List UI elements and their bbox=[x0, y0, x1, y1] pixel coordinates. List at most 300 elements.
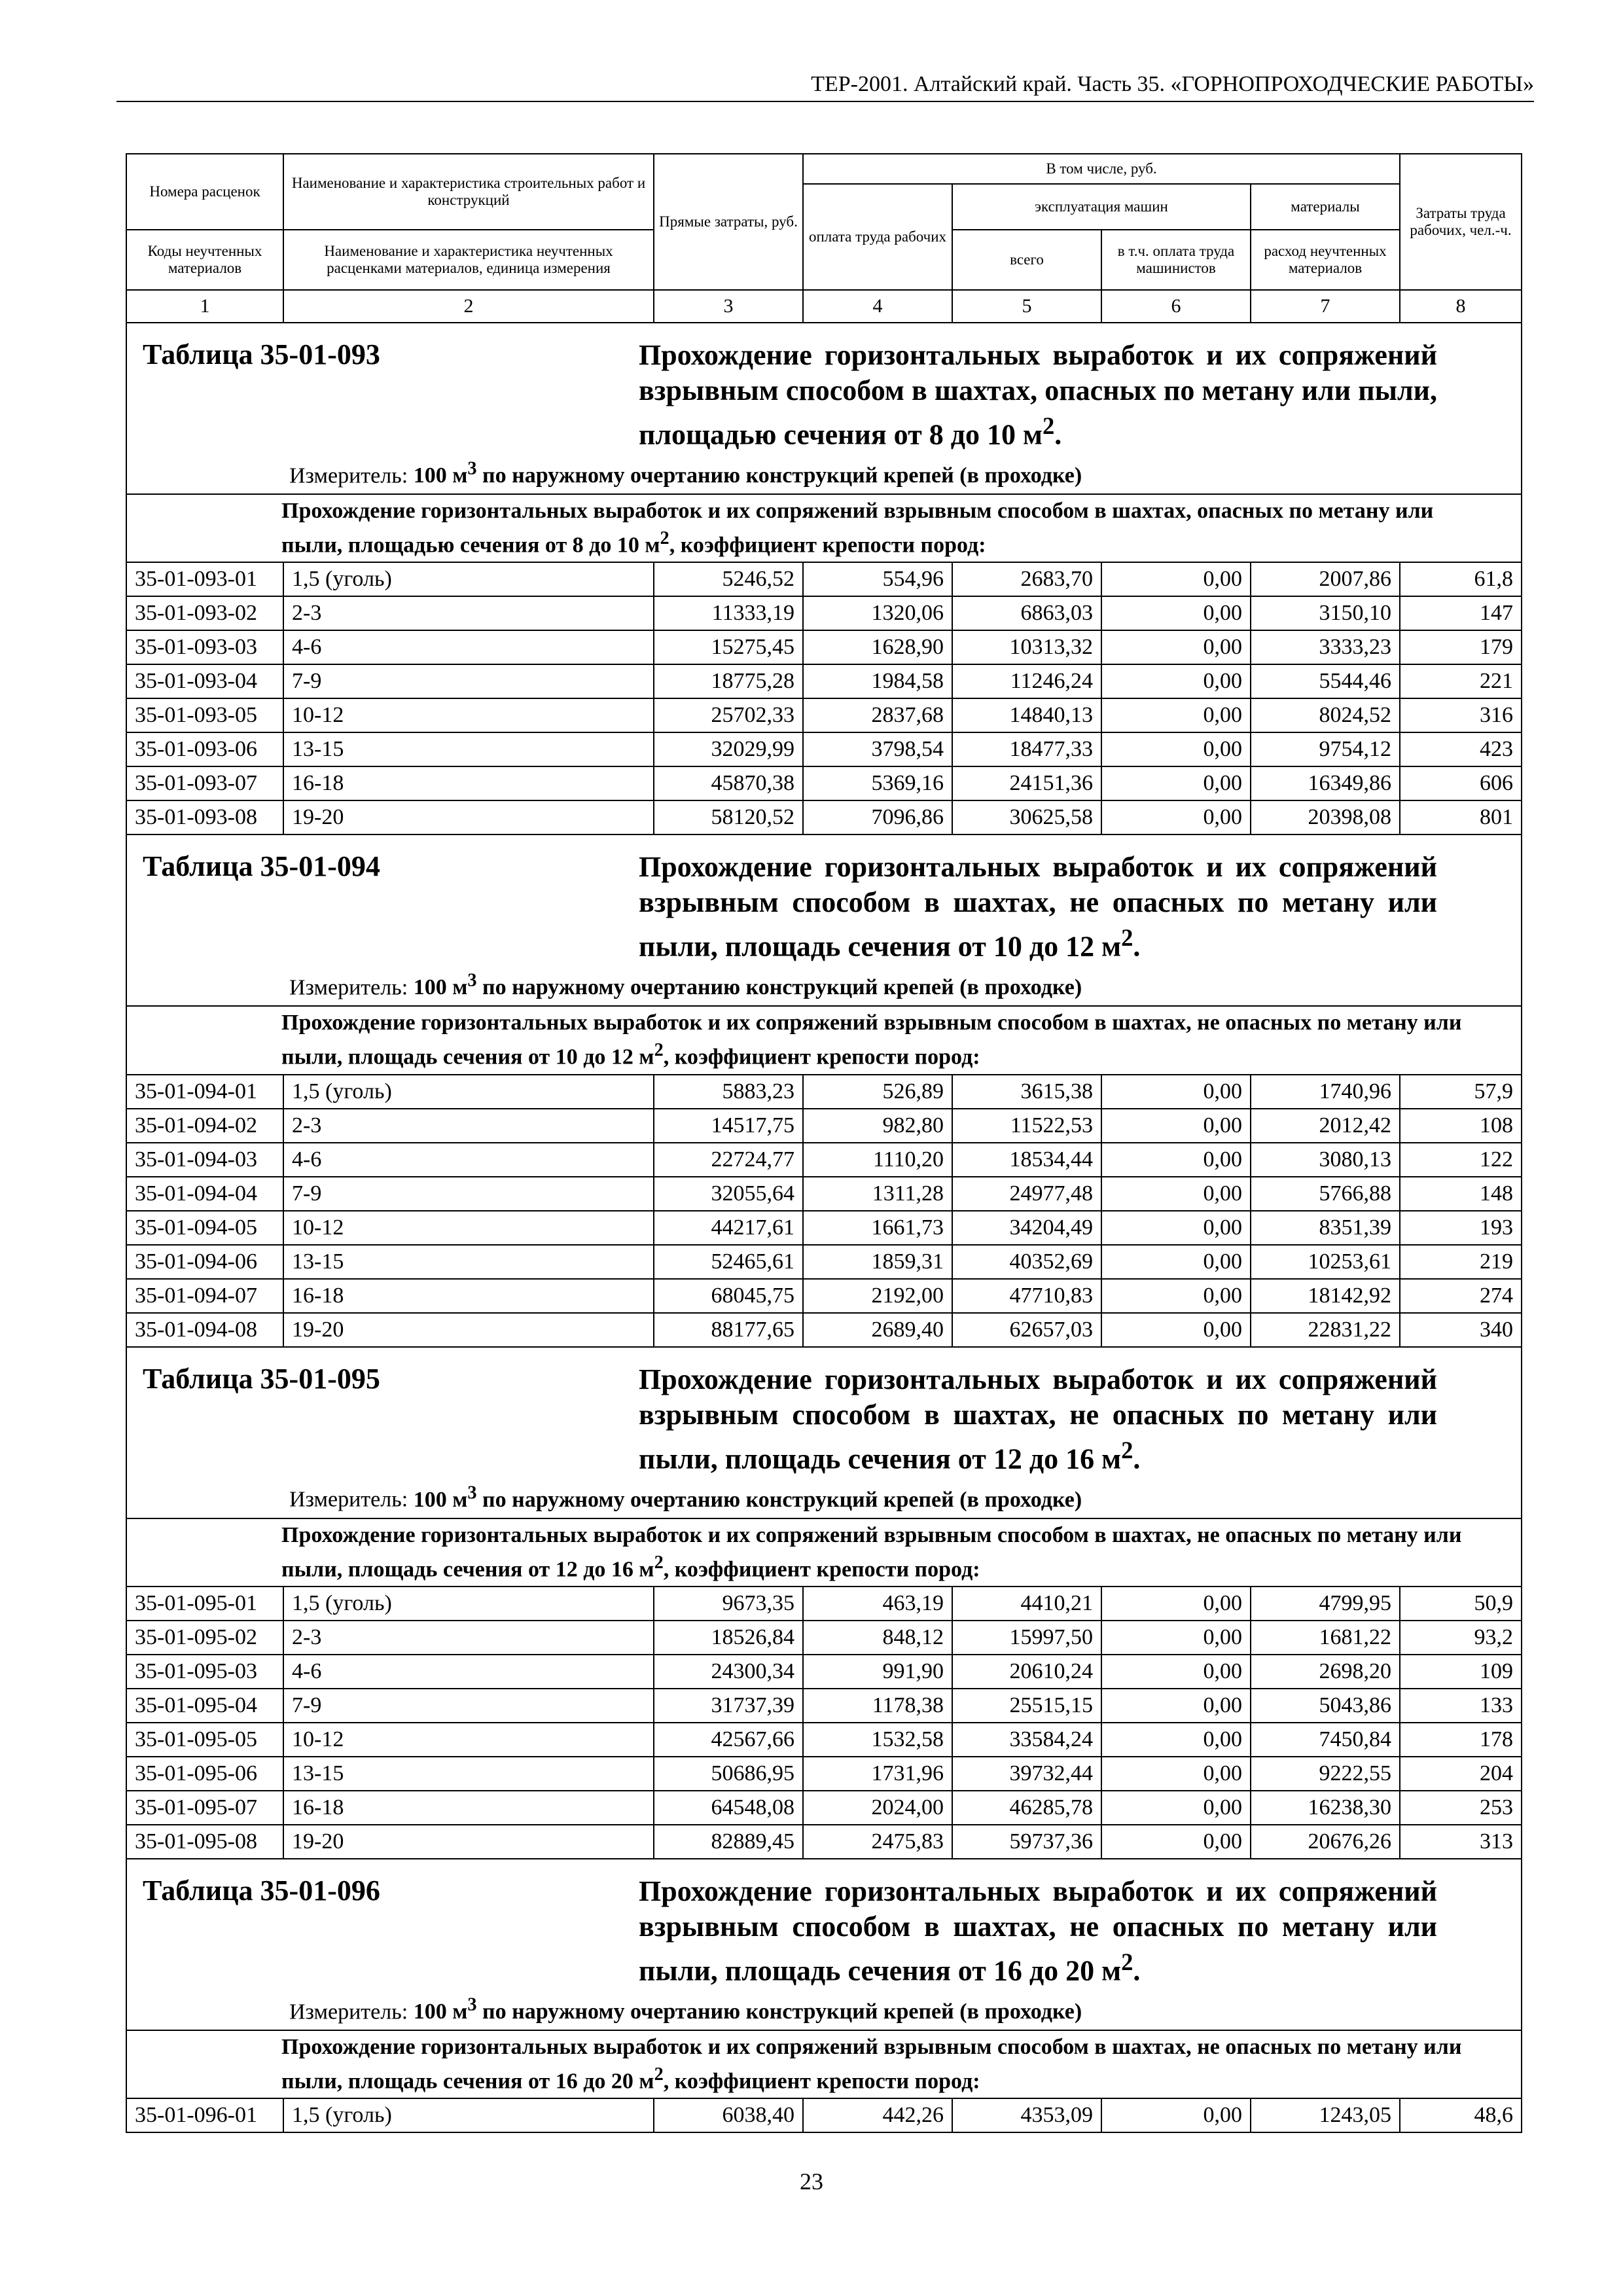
value-cell: 982,80 bbox=[803, 1109, 952, 1143]
table-heading-row bbox=[126, 1347, 1522, 1518]
rate-code-cell: 35-01-094-06 bbox=[126, 1245, 283, 1279]
table-row bbox=[126, 800, 1522, 834]
table-row bbox=[126, 562, 1522, 596]
unit-value-sup: 3 bbox=[467, 458, 477, 479]
table-row bbox=[126, 1587, 1522, 1621]
value-cell: 1681,22 bbox=[1251, 1621, 1400, 1655]
value-cell: 221 bbox=[1400, 664, 1522, 698]
value-cell: 193 bbox=[1400, 1211, 1522, 1245]
table-row bbox=[126, 698, 1522, 732]
unit-value-rest: по наружному очертанию конструкций крепей (в проходке) bbox=[482, 1999, 1082, 2024]
value-cell: 40352,69 bbox=[952, 1245, 1101, 1279]
table-description-row bbox=[126, 494, 1522, 562]
table-title-text: Прохождение горизонтальных выработок и их сопряжений взрывным способом в шахтах, не опасных по метану или пыли, площадь сечения от 16 до 20 м bbox=[639, 1874, 1437, 1987]
value-cell: 9222,55 bbox=[1251, 1757, 1400, 1791]
table-row bbox=[126, 1621, 1522, 1655]
value-cell: 0,00 bbox=[1101, 562, 1251, 596]
value-cell: 0,00 bbox=[1101, 766, 1251, 800]
unit-value-sup: 3 bbox=[467, 970, 477, 991]
rock-hardness-cell: 1,5 (уголь) bbox=[283, 2098, 654, 2132]
table-heading-grid bbox=[135, 1874, 1513, 1989]
table-number: Таблица 35-01-095 bbox=[143, 1362, 380, 1395]
value-cell: 0,00 bbox=[1101, 1075, 1251, 1109]
value-cell: 57,9 bbox=[1400, 1075, 1522, 1109]
value-cell: 3150,10 bbox=[1251, 596, 1400, 630]
description-sup: 2 bbox=[654, 1040, 664, 1061]
value-cell: 0,00 bbox=[1101, 732, 1251, 766]
value-cell: 39732,44 bbox=[952, 1757, 1101, 1791]
value-cell: 50,9 bbox=[1400, 1587, 1522, 1621]
rock-hardness-cell: 7-9 bbox=[283, 1177, 654, 1211]
rate-code-cell: 35-01-095-03 bbox=[126, 1655, 283, 1689]
rate-code-cell: 35-01-093-02 bbox=[126, 596, 283, 630]
value-cell: 50686,95 bbox=[654, 1757, 803, 1791]
value-cell: 442,26 bbox=[803, 2098, 952, 2132]
table-row bbox=[126, 1211, 1522, 1245]
rate-code-cell: 35-01-095-01 bbox=[126, 1587, 283, 1621]
value-cell: 18775,28 bbox=[654, 664, 803, 698]
value-cell: 5369,16 bbox=[803, 766, 952, 800]
table-title-sup: 2 bbox=[1121, 1948, 1133, 1975]
value-cell: 463,19 bbox=[803, 1587, 952, 1621]
table-heading-row bbox=[126, 834, 1522, 1006]
table-number: Таблица 35-01-096 bbox=[143, 1874, 380, 1907]
rock-hardness-cell: 13-15 bbox=[283, 1245, 654, 1279]
value-cell: 108 bbox=[1400, 1109, 1522, 1143]
table-unit bbox=[135, 1477, 1513, 1517]
unit-value-rest: по наружному очертанию конструкций крепей (в проходке) bbox=[482, 1487, 1082, 1512]
rock-hardness-cell: 19-20 bbox=[283, 800, 654, 834]
value-cell: 11522,53 bbox=[952, 1109, 1101, 1143]
value-cell: 46285,78 bbox=[952, 1791, 1101, 1825]
value-cell: 1532,58 bbox=[803, 1723, 952, 1757]
rock-hardness-cell: 1,5 (уголь) bbox=[283, 1075, 654, 1109]
value-cell: 24977,48 bbox=[952, 1177, 1101, 1211]
value-cell: 44217,61 bbox=[654, 1211, 803, 1245]
table-heading-grid bbox=[135, 850, 1513, 965]
rate-code-cell: 35-01-095-07 bbox=[126, 1791, 283, 1825]
rock-hardness-cell: 10-12 bbox=[283, 698, 654, 732]
value-cell: 1320,06 bbox=[803, 596, 952, 630]
value-cell: 147 bbox=[1400, 596, 1522, 630]
rock-hardness-cell: 10-12 bbox=[283, 1723, 654, 1757]
value-cell: 2024,00 bbox=[803, 1791, 952, 1825]
value-cell: 848,12 bbox=[803, 1621, 952, 1655]
value-cell: 0,00 bbox=[1101, 1143, 1251, 1177]
table-title bbox=[639, 1362, 1437, 1477]
header-machines: эксплуатация машин bbox=[952, 184, 1251, 230]
value-cell: 24151,36 bbox=[952, 766, 1101, 800]
value-cell: 5246,52 bbox=[654, 562, 803, 596]
value-cell: 25702,33 bbox=[654, 698, 803, 732]
rock-hardness-cell: 16-18 bbox=[283, 766, 654, 800]
value-cell: 1110,20 bbox=[803, 1143, 952, 1177]
rate-code-cell: 35-01-093-01 bbox=[126, 562, 283, 596]
description-text: Прохождение горизонтальных выработок и их сопряжений взрывным способом в шахтах, опасных по метану или пыли, площадью сечения от 8 до 10 м bbox=[281, 498, 1434, 558]
rock-hardness-cell: 7-9 bbox=[283, 1689, 654, 1723]
value-cell: 16238,30 bbox=[1251, 1791, 1400, 1825]
description-sup: 2 bbox=[654, 2064, 664, 2085]
value-cell: 148 bbox=[1400, 1177, 1522, 1211]
rate-code-cell: 35-01-094-02 bbox=[126, 1109, 283, 1143]
value-cell: 8024,52 bbox=[1251, 698, 1400, 732]
value-cell: 45870,38 bbox=[654, 766, 803, 800]
value-cell: 0,00 bbox=[1101, 1723, 1251, 1757]
unit-value bbox=[413, 1994, 1082, 2024]
value-cell: 526,89 bbox=[803, 1075, 952, 1109]
value-cell: 24300,34 bbox=[654, 1655, 803, 1689]
value-cell: 219 bbox=[1400, 1245, 1522, 1279]
rate-code-cell: 35-01-093-08 bbox=[126, 800, 283, 834]
description-end: , коэффициент крепости пород: bbox=[669, 533, 986, 558]
description-text: Прохождение горизонтальных выработок и их сопряжений взрывным способом в шахтах, не опасных по метану или пыли, площадь сечения от 10 до 12 м bbox=[281, 1011, 1462, 1069]
description-sup: 2 bbox=[660, 528, 669, 548]
table-heading bbox=[126, 1347, 1522, 1518]
rock-hardness-cell: 1,5 (уголь) bbox=[283, 1587, 654, 1621]
rate-code-cell: 35-01-094-04 bbox=[126, 1177, 283, 1211]
value-cell: 31737,39 bbox=[654, 1689, 803, 1723]
value-cell: 6038,40 bbox=[654, 2098, 803, 2132]
rates-table bbox=[126, 153, 1522, 2133]
description-sup: 2 bbox=[654, 1552, 664, 1573]
value-cell: 0,00 bbox=[1101, 1313, 1251, 1347]
rate-code-cell: 35-01-094-08 bbox=[126, 1313, 283, 1347]
table-heading-row bbox=[126, 323, 1522, 494]
unit-value-rest: по наружному очертанию конструкций крепей (в проходке) bbox=[482, 975, 1082, 1000]
table-row bbox=[126, 1075, 1522, 1109]
value-cell: 88177,65 bbox=[654, 1313, 803, 1347]
value-cell: 47710,83 bbox=[952, 1279, 1101, 1313]
value-cell: 2837,68 bbox=[803, 698, 952, 732]
table-number: Таблица 35-01-093 bbox=[143, 338, 380, 370]
value-cell: 0,00 bbox=[1101, 1825, 1251, 1859]
value-cell: 109 bbox=[1400, 1655, 1522, 1689]
unit-label: Измеритель: bbox=[289, 463, 408, 488]
unit-value bbox=[413, 970, 1082, 1000]
table-title-end: . bbox=[1133, 1443, 1141, 1475]
value-cell: 25515,15 bbox=[952, 1689, 1101, 1723]
unit-label: Измеритель: bbox=[289, 1999, 408, 2024]
table-row bbox=[126, 2098, 1522, 2132]
value-cell: 7096,86 bbox=[803, 800, 952, 834]
rock-hardness-cell: 16-18 bbox=[283, 1791, 654, 1825]
value-cell: 554,96 bbox=[803, 562, 952, 596]
value-cell: 33584,24 bbox=[952, 1723, 1101, 1757]
value-cell: 5043,86 bbox=[1251, 1689, 1400, 1723]
rock-hardness-cell: 4-6 bbox=[283, 1655, 654, 1689]
table-row bbox=[126, 1279, 1522, 1313]
value-cell: 1661,73 bbox=[803, 1211, 952, 1245]
value-cell: 3615,38 bbox=[952, 1075, 1101, 1109]
column-number: 4 bbox=[803, 290, 952, 323]
value-cell: 1628,90 bbox=[803, 630, 952, 664]
unit-value-text: 100 м bbox=[413, 1487, 468, 1512]
value-cell: 0,00 bbox=[1101, 1245, 1251, 1279]
table-row bbox=[126, 1313, 1522, 1347]
value-cell: 5766,88 bbox=[1251, 1177, 1400, 1211]
table-description bbox=[126, 1518, 1522, 1587]
value-cell: 2007,86 bbox=[1251, 562, 1400, 596]
value-cell: 68045,75 bbox=[654, 1279, 803, 1313]
value-cell: 2475,83 bbox=[803, 1825, 952, 1859]
column-number: 8 bbox=[1400, 290, 1522, 323]
value-cell: 1731,96 bbox=[803, 1757, 952, 1791]
unit-label: Измеритель: bbox=[289, 975, 408, 1000]
value-cell: 2698,20 bbox=[1251, 1655, 1400, 1689]
rate-code-cell: 35-01-095-02 bbox=[126, 1621, 283, 1655]
value-cell: 61,8 bbox=[1400, 562, 1522, 596]
header-rate-numbers: Номера расценок bbox=[126, 154, 283, 230]
value-cell: 11246,24 bbox=[952, 664, 1101, 698]
value-cell: 5544,46 bbox=[1251, 664, 1400, 698]
value-cell: 1311,28 bbox=[803, 1177, 952, 1211]
value-cell: 6863,03 bbox=[952, 596, 1101, 630]
column-number: 5 bbox=[952, 290, 1101, 323]
value-cell: 18534,44 bbox=[952, 1143, 1101, 1177]
value-cell: 20398,08 bbox=[1251, 800, 1400, 834]
value-cell: 58120,52 bbox=[654, 800, 803, 834]
table-row bbox=[126, 1109, 1522, 1143]
value-cell: 32029,99 bbox=[654, 732, 803, 766]
rock-hardness-cell: 4-6 bbox=[283, 630, 654, 664]
value-cell: 32055,64 bbox=[654, 1177, 803, 1211]
value-cell: 10253,61 bbox=[1251, 1245, 1400, 1279]
table-description-text bbox=[127, 1009, 1466, 1071]
table-description bbox=[126, 494, 1522, 562]
table-description-row bbox=[126, 1518, 1522, 1587]
column-number: 7 bbox=[1251, 290, 1400, 323]
value-cell: 0,00 bbox=[1101, 1211, 1251, 1245]
value-cell: 34204,49 bbox=[952, 1211, 1101, 1245]
value-cell: 0,00 bbox=[1101, 1621, 1251, 1655]
table-title-sup: 2 bbox=[1042, 412, 1055, 439]
column-number: 2 bbox=[283, 290, 654, 323]
value-cell: 801 bbox=[1400, 800, 1522, 834]
value-cell: 2012,42 bbox=[1251, 1109, 1400, 1143]
rock-hardness-cell: 19-20 bbox=[283, 1825, 654, 1859]
header-material-names: Наименование и характеристика неучтенных расценками материалов, единица измерения bbox=[283, 230, 654, 290]
unit-value-text: 100 м bbox=[413, 463, 468, 488]
value-cell: 93,2 bbox=[1400, 1621, 1522, 1655]
value-cell: 11333,19 bbox=[654, 596, 803, 630]
value-cell: 4799,95 bbox=[1251, 1587, 1400, 1621]
rock-hardness-cell: 2-3 bbox=[283, 1621, 654, 1655]
value-cell: 0,00 bbox=[1101, 1587, 1251, 1621]
table-row bbox=[126, 1825, 1522, 1859]
rock-hardness-cell: 13-15 bbox=[283, 1757, 654, 1791]
value-cell: 22831,22 bbox=[1251, 1313, 1400, 1347]
value-cell: 0,00 bbox=[1101, 630, 1251, 664]
unit-value-sup: 3 bbox=[467, 1482, 477, 1503]
value-cell: 3333,23 bbox=[1251, 630, 1400, 664]
header-materials-unaccounted: расход неучтенных материалов bbox=[1251, 230, 1400, 290]
header-including: В том числе, руб. bbox=[803, 154, 1400, 184]
value-cell: 20676,26 bbox=[1251, 1825, 1400, 1859]
value-cell: 0,00 bbox=[1101, 1757, 1251, 1791]
rate-code-cell: 35-01-094-03 bbox=[126, 1143, 283, 1177]
rock-hardness-cell: 13-15 bbox=[283, 732, 654, 766]
value-cell: 14840,13 bbox=[952, 698, 1101, 732]
table-title-end: . bbox=[1133, 930, 1141, 963]
unit-value-text: 100 м bbox=[413, 1999, 468, 2024]
rate-code-cell: 35-01-094-01 bbox=[126, 1075, 283, 1109]
value-cell: 178 bbox=[1400, 1723, 1522, 1757]
page-number: 23 bbox=[800, 2168, 823, 2195]
column-number: 3 bbox=[654, 290, 803, 323]
header-labor-cost: Затраты труда рабочих, чел.-ч. bbox=[1400, 154, 1522, 290]
value-cell: 423 bbox=[1400, 732, 1522, 766]
rock-hardness-cell: 4-6 bbox=[283, 1143, 654, 1177]
value-cell: 15997,50 bbox=[952, 1621, 1101, 1655]
rock-hardness-cell: 19-20 bbox=[283, 1313, 654, 1347]
value-cell: 18526,84 bbox=[654, 1621, 803, 1655]
rate-code-cell: 35-01-093-05 bbox=[126, 698, 283, 732]
table-row bbox=[126, 1757, 1522, 1791]
description-end: , коэффициент крепости пород: bbox=[663, 1045, 980, 1069]
value-cell: 18142,92 bbox=[1251, 1279, 1400, 1313]
rock-hardness-cell: 2-3 bbox=[283, 596, 654, 630]
table-row bbox=[126, 732, 1522, 766]
column-number: 1 bbox=[126, 290, 283, 323]
table-description bbox=[126, 1006, 1522, 1074]
value-cell: 42567,66 bbox=[654, 1723, 803, 1757]
rate-code-cell: 35-01-096-01 bbox=[126, 2098, 283, 2132]
table-title-text: Прохождение горизонтальных выработок и их сопряжений взрывным способом в шахтах, не опасных по метану или пыли, площадь сечения от 10 до 12 м bbox=[639, 851, 1437, 963]
table-heading bbox=[126, 1859, 1522, 2030]
header-direct-costs: Прямые затраты, руб. bbox=[654, 154, 803, 290]
value-cell: 0,00 bbox=[1101, 664, 1251, 698]
value-cell: 30625,58 bbox=[952, 800, 1101, 834]
value-cell: 606 bbox=[1400, 766, 1522, 800]
table-row bbox=[126, 1177, 1522, 1211]
table-description-text bbox=[127, 497, 1466, 559]
value-cell: 7450,84 bbox=[1251, 1723, 1400, 1757]
value-cell: 10313,32 bbox=[952, 630, 1101, 664]
table-title-sup: 2 bbox=[1121, 924, 1133, 952]
value-cell: 52465,61 bbox=[654, 1245, 803, 1279]
value-cell: 0,00 bbox=[1101, 1109, 1251, 1143]
rock-hardness-cell: 1,5 (уголь) bbox=[283, 562, 654, 596]
value-cell: 0,00 bbox=[1101, 2098, 1251, 2132]
header-materials: материалы bbox=[1251, 184, 1400, 230]
table-description-text bbox=[127, 1522, 1466, 1583]
rock-hardness-cell: 10-12 bbox=[283, 1211, 654, 1245]
header-row-1 bbox=[126, 154, 1522, 184]
value-cell: 316 bbox=[1400, 698, 1522, 732]
table-description bbox=[126, 2030, 1522, 2098]
value-cell: 253 bbox=[1400, 1791, 1522, 1825]
table-heading bbox=[126, 834, 1522, 1006]
rate-code-cell: 35-01-095-05 bbox=[126, 1723, 283, 1757]
value-cell: 313 bbox=[1400, 1825, 1522, 1859]
value-cell: 2683,70 bbox=[952, 562, 1101, 596]
value-cell: 15275,45 bbox=[654, 630, 803, 664]
rate-code-cell: 35-01-095-06 bbox=[126, 1757, 283, 1791]
rate-code-cell: 35-01-093-07 bbox=[126, 766, 283, 800]
value-cell: 62657,03 bbox=[952, 1313, 1101, 1347]
value-cell: 20610,24 bbox=[952, 1655, 1101, 1689]
header-work-name: Наименование и характеристика строительных работ и конструкций bbox=[283, 154, 654, 230]
table-title bbox=[639, 338, 1437, 453]
description-end: , коэффициент крепости пород: bbox=[663, 2069, 980, 2094]
table-row bbox=[126, 1791, 1522, 1825]
value-cell: 16349,86 bbox=[1251, 766, 1400, 800]
column-number: 6 bbox=[1101, 290, 1251, 323]
value-cell: 4410,21 bbox=[952, 1587, 1101, 1621]
unit-value-sup: 3 bbox=[467, 1994, 477, 2015]
rate-code-cell: 35-01-093-04 bbox=[126, 664, 283, 698]
value-cell: 179 bbox=[1400, 630, 1522, 664]
value-cell: 0,00 bbox=[1101, 698, 1251, 732]
table-unit bbox=[135, 965, 1513, 1005]
value-cell: 991,90 bbox=[803, 1655, 952, 1689]
rock-hardness-cell: 2-3 bbox=[283, 1109, 654, 1143]
value-cell: 8351,39 bbox=[1251, 1211, 1400, 1245]
value-cell: 122 bbox=[1400, 1143, 1522, 1177]
column-numbers-row bbox=[126, 290, 1522, 323]
header-labor-pay: оплата труда рабочих bbox=[803, 184, 952, 290]
rate-code-cell: 35-01-093-06 bbox=[126, 732, 283, 766]
value-cell: 82889,45 bbox=[654, 1825, 803, 1859]
value-cell: 1859,31 bbox=[803, 1245, 952, 1279]
value-cell: 133 bbox=[1400, 1689, 1522, 1723]
table-title-end: . bbox=[1054, 418, 1062, 451]
value-cell: 9754,12 bbox=[1251, 732, 1400, 766]
table-number: Таблица 35-01-094 bbox=[143, 850, 380, 883]
value-cell: 22724,77 bbox=[654, 1143, 803, 1177]
table-row bbox=[126, 766, 1522, 800]
table-row bbox=[126, 596, 1522, 630]
header-machines-operators: в т.ч. оплата труда машинистов bbox=[1101, 230, 1251, 290]
table-heading-grid bbox=[135, 338, 1513, 453]
unit-value bbox=[413, 1482, 1082, 1512]
unit-value bbox=[413, 458, 1082, 488]
table-row bbox=[126, 630, 1522, 664]
unit-label: Измеритель: bbox=[289, 1487, 408, 1512]
description-end: , коэффициент крепости пород: bbox=[663, 1556, 980, 1581]
running-head: ТЕР-2001. Алтайский край. Часть 35. «ГОРНОПРОХОДЧЕСКИЕ РАБОТЫ» bbox=[116, 68, 1534, 102]
rate-code-cell: 35-01-094-07 bbox=[126, 1279, 283, 1313]
value-cell: 204 bbox=[1400, 1757, 1522, 1791]
table-heading bbox=[126, 323, 1522, 494]
value-cell: 0,00 bbox=[1101, 596, 1251, 630]
value-cell: 0,00 bbox=[1101, 1689, 1251, 1723]
description-text: Прохождение горизонтальных выработок и их сопряжений взрывным способом в шахтах, не опасных по метану или пыли, площадь сечения от 12 до 16 м bbox=[281, 1522, 1462, 1581]
unit-value-rest: по наружному очертанию конструкций крепей (в проходке) bbox=[482, 463, 1082, 488]
value-cell: 4353,09 bbox=[952, 2098, 1101, 2132]
value-cell: 0,00 bbox=[1101, 1791, 1251, 1825]
header-machines-total: всего bbox=[952, 230, 1101, 290]
table-row bbox=[126, 664, 1522, 698]
rate-code-cell: 35-01-094-05 bbox=[126, 1211, 283, 1245]
rate-code-cell: 35-01-093-03 bbox=[126, 630, 283, 664]
table-unit bbox=[135, 1989, 1513, 2030]
rate-code-cell: 35-01-095-04 bbox=[126, 1689, 283, 1723]
value-cell: 64548,08 bbox=[654, 1791, 803, 1825]
table-unit bbox=[135, 453, 1513, 493]
value-cell: 0,00 bbox=[1101, 1177, 1251, 1211]
rate-code-cell: 35-01-095-08 bbox=[126, 1825, 283, 1859]
value-cell: 1243,05 bbox=[1251, 2098, 1400, 2132]
value-cell: 3080,13 bbox=[1251, 1143, 1400, 1177]
table-title-sup: 2 bbox=[1121, 1436, 1133, 1463]
value-cell: 2689,40 bbox=[803, 1313, 952, 1347]
table-heading-row bbox=[126, 1859, 1522, 2030]
value-cell: 2192,00 bbox=[803, 1279, 952, 1313]
value-cell: 0,00 bbox=[1101, 1655, 1251, 1689]
value-cell: 14517,75 bbox=[654, 1109, 803, 1143]
value-cell: 1740,96 bbox=[1251, 1075, 1400, 1109]
